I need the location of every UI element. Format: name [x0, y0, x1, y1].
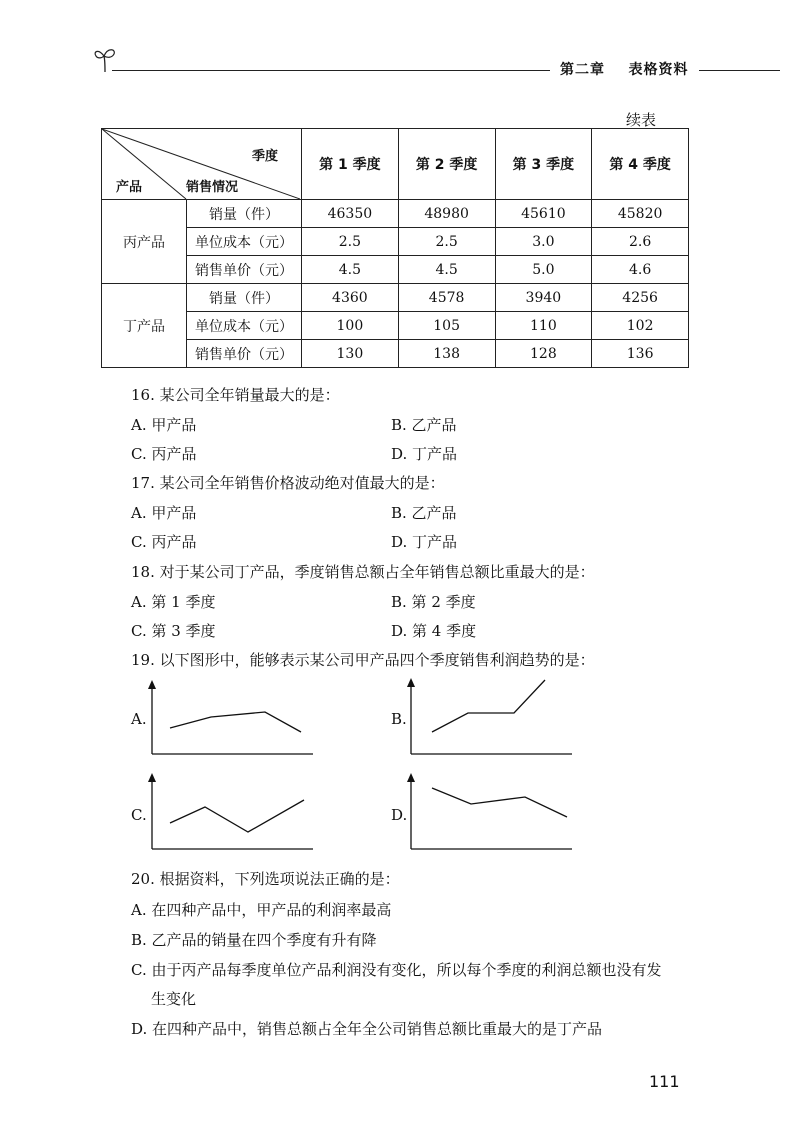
graph-label-d: D.	[391, 806, 408, 824]
product-name: 丙产品	[102, 200, 187, 284]
option-a: A. 在四种产品中，甲产品的利润率最高	[131, 901, 392, 919]
option-c: C. 由于丙产品每季度单位产品利润没有变化，所以每个季度的利润总额也没有发	[131, 961, 662, 979]
option-b: B. 乙产品	[391, 504, 457, 522]
table-cell: 102	[592, 312, 689, 340]
metric-label: 单位成本（元）	[187, 228, 302, 256]
question-19: 19. 以下图形中，能够表示某公司甲产品四个季度销售利润趋势的是：	[131, 651, 595, 669]
graph-label-c: C.	[131, 806, 147, 824]
option-b: B. 乙产品	[391, 416, 457, 434]
table-row	[102, 312, 689, 340]
table-header-row	[102, 129, 689, 200]
quarter-header: 第 1 季度	[302, 129, 399, 200]
table-row	[102, 340, 689, 368]
corner-sales-label: 销售情况	[186, 180, 239, 195]
corner-product-label: 产品	[116, 180, 143, 195]
question-16: 16. 某公司全年销量最大的是：	[131, 386, 340, 404]
table-row	[102, 256, 689, 284]
option-a: A. 甲产品	[131, 416, 197, 434]
chapter-title: 表格资料	[628, 62, 689, 78]
table-cell: 45820	[592, 200, 689, 228]
table-cell: 4.5	[302, 256, 399, 284]
option-c-continued: 生变化	[151, 990, 197, 1008]
table-cell: 105	[398, 312, 495, 340]
table-cell: 4578	[398, 284, 495, 312]
table-cell: 4256	[592, 284, 689, 312]
trend-graph-a	[145, 680, 315, 760]
question-20: 20. 根据资料，下列选项说法正确的是：	[131, 870, 400, 888]
table-cell: 4360	[302, 284, 399, 312]
metric-label: 单位成本（元）	[187, 312, 302, 340]
chapter-number: 第二章	[560, 62, 605, 78]
table-cell: 3.0	[495, 228, 592, 256]
option-d: D. 在四种产品中，销售总额占全年全公司销售总额比重最大的是丁产品	[131, 1020, 603, 1038]
trend-graph-c	[145, 773, 315, 855]
product-name: 丁产品	[102, 284, 187, 368]
corner-cell	[102, 129, 302, 200]
table-cell: 2.6	[592, 228, 689, 256]
table-cell: 130	[302, 340, 399, 368]
option-d: D. 丁产品	[391, 445, 458, 463]
option-d: D. 丁产品	[391, 533, 458, 551]
corner-quarter-label: 季度	[251, 149, 278, 164]
table-cell: 110	[495, 312, 592, 340]
table-row	[102, 200, 689, 228]
table-row	[102, 228, 689, 256]
table-cell: 138	[398, 340, 495, 368]
quarter-header: 第 3 季度	[495, 129, 592, 200]
table-cell: 3940	[495, 284, 592, 312]
option-c: C. 丙产品	[131, 533, 197, 551]
metric-label: 销量（件）	[187, 200, 302, 228]
option-a: A. 甲产品	[131, 504, 197, 522]
metric-label: 销量（件）	[187, 284, 302, 312]
graph-label-b: B.	[391, 710, 407, 728]
trend-graph-d	[404, 773, 574, 855]
option-b: B. 第 2 季度	[391, 593, 476, 611]
graph-label-a: A.	[131, 710, 147, 728]
table-cell: 128	[495, 340, 592, 368]
table-cell: 45610	[495, 200, 592, 228]
question-17: 17. 某公司全年销售价格波动绝对值最大的是：	[131, 474, 445, 492]
page-number: 111	[649, 1072, 680, 1091]
question-18: 18. 对于某公司丁产品，季度销售总额占全年销售总额比重最大的是：	[131, 563, 595, 581]
option-c: C. 丙产品	[131, 445, 197, 463]
sales-table	[101, 128, 689, 368]
table-row	[102, 284, 689, 312]
trend-graph-b	[404, 676, 574, 760]
option-b: B. 乙产品的销量在四个季度有升有降	[131, 931, 377, 949]
table-cell: 5.0	[495, 256, 592, 284]
table-cell: 4.5	[398, 256, 495, 284]
metric-label: 销售单价（元）	[187, 340, 302, 368]
table-cell: 2.5	[398, 228, 495, 256]
table-cell: 100	[302, 312, 399, 340]
table-cell: 136	[592, 340, 689, 368]
table-cell: 48980	[398, 200, 495, 228]
option-a: A. 第 1 季度	[131, 593, 216, 611]
continued-label: 续表	[626, 111, 657, 129]
metric-label: 销售单价（元）	[187, 256, 302, 284]
option-d: D. 第 4 季度	[391, 622, 477, 640]
table-cell: 46350	[302, 200, 399, 228]
quarter-header: 第 4 季度	[592, 129, 689, 200]
chapter-header	[550, 59, 699, 79]
table-cell: 4.6	[592, 256, 689, 284]
quarter-header: 第 2 季度	[398, 129, 495, 200]
option-c: C. 第 3 季度	[131, 622, 216, 640]
table-cell: 2.5	[302, 228, 399, 256]
